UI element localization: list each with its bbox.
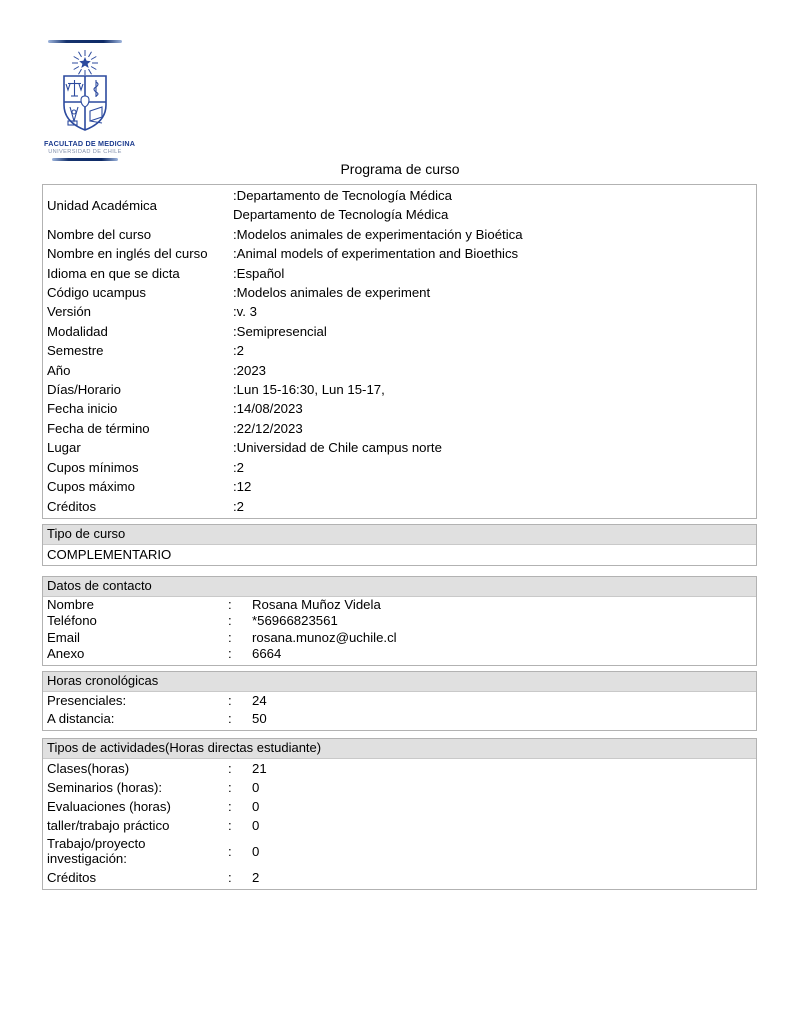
row-label: Fecha inicio: [47, 401, 118, 417]
row-label: Nombre del curso: [47, 226, 152, 242]
logo-top-rule: [48, 40, 122, 43]
table-row: [43, 759, 756, 778]
row-label: Nombre: [47, 596, 94, 612]
row-value: 2: [252, 870, 260, 886]
row-value: 24: [252, 692, 267, 708]
colon-separator: :: [228, 779, 232, 795]
row-label: Seminarios (horas):: [47, 779, 163, 795]
contact-email-value: rosana.munoz@uchile.cl: [252, 629, 397, 645]
row-label: Cupos máximo: [47, 479, 135, 495]
colon-separator: :: [228, 629, 232, 645]
row-value: 0: [252, 843, 260, 859]
table-row: [43, 244, 756, 263]
activity-types-section: [42, 738, 757, 890]
table-row: [43, 399, 756, 418]
table-row: [43, 630, 756, 647]
row-value: :Semipresencial: [233, 323, 327, 339]
row-label: Evaluaciones (horas): [47, 798, 171, 814]
row-label: Modalidad: [47, 323, 108, 339]
university-logo: [44, 40, 136, 161]
row-label: Lugar: [47, 440, 81, 456]
row-value: 0: [252, 779, 260, 795]
row-label: Anexo: [47, 646, 85, 661]
colon-separator: :: [228, 613, 232, 628]
row-label: Semestre: [47, 343, 104, 359]
section-header: Datos de contacto: [43, 577, 756, 597]
university-crest-icon: [55, 49, 115, 137]
row-value: :Universidad de Chile campus norte: [233, 440, 442, 456]
table-row: [43, 419, 756, 438]
table-row: [43, 264, 756, 283]
table-row: [43, 497, 756, 516]
colon-separator: :: [228, 710, 232, 726]
row-label: Días/Horario: [47, 382, 122, 398]
chronological-hours-section: [42, 671, 757, 731]
contact-name-value: Rosana Muñoz Videla: [252, 596, 381, 612]
colon-separator: :: [228, 817, 232, 833]
row-label: taller/trabajo práctico: [47, 817, 170, 833]
contact-annex-value: 6664: [252, 646, 282, 661]
table-row: [43, 322, 756, 341]
table-row: [43, 283, 756, 302]
row-value-line1: :Departamento de Tecnología Médica: [233, 188, 452, 203]
table-row: [43, 710, 756, 728]
row-label: Versión: [47, 304, 91, 320]
table-row: [43, 797, 756, 816]
row-label: Idioma en que se dicta: [47, 265, 180, 281]
row-value: :22/12/2023: [233, 420, 303, 436]
row-value-line2: Departamento de Tecnología Médica: [233, 207, 449, 223]
row-value: :2: [233, 459, 244, 475]
table-row: [43, 778, 756, 797]
row-label: A distancia:: [47, 710, 115, 726]
row-value: :Animal models of experimentation and Bioethics: [233, 246, 519, 262]
table-row: [43, 613, 756, 630]
table-row: [43, 692, 756, 710]
row-value: :Modelos animales de experiment: [233, 285, 431, 301]
table-row: [43, 186, 756, 225]
section-header: Tipo de curso: [43, 525, 756, 545]
row-label: Teléfono: [47, 613, 97, 628]
row-value: [233, 186, 756, 225]
contact-phone-value: *56966823561: [252, 613, 338, 628]
table-row: [43, 458, 756, 477]
table-row: [43, 380, 756, 399]
colon-separator: :: [228, 798, 232, 814]
table-row: [43, 816, 756, 835]
table-row: [43, 341, 756, 360]
row-value: :Lun 15-16:30, Lun 15-17,: [233, 382, 385, 398]
row-label: Cupos mínimos: [47, 459, 139, 475]
table-row: [43, 646, 756, 663]
row-label: Clases(horas): [47, 760, 130, 776]
table-row: [43, 835, 756, 869]
row-label: Trabajo/proyecto investigación:: [47, 835, 146, 867]
row-value: 50: [252, 710, 267, 726]
colon-separator: :: [228, 596, 232, 612]
course-type-section: [42, 524, 757, 566]
contact-section: [42, 576, 757, 666]
row-label: Año: [47, 362, 71, 378]
table-row: [43, 438, 756, 457]
row-value: 21: [252, 760, 267, 776]
table-row: [43, 302, 756, 321]
logo-faculty-label: FACULTAD DE MEDICINA: [44, 139, 136, 148]
row-value: :12: [233, 479, 252, 495]
row-label: Fecha de término: [47, 420, 150, 436]
logo-university-label: UNIVERSIDAD DE CHILE: [48, 149, 122, 155]
row-value: :v. 3: [233, 304, 257, 320]
page-title: Programa de curso: [340, 161, 460, 177]
colon-separator: :: [228, 870, 232, 886]
row-value: :14/08/2023: [233, 401, 303, 417]
row-label: Créditos: [47, 870, 97, 886]
table-row: [43, 868, 756, 887]
colon-separator: :: [228, 646, 232, 661]
row-value: 0: [252, 798, 260, 814]
row-value: :Modelos animales de experimentación y Bioética: [233, 226, 523, 242]
section-header: Horas cronológicas: [43, 672, 756, 692]
row-value: :2: [233, 343, 244, 359]
row-label: Nombre en inglés del curso: [47, 246, 208, 262]
row-label: Código ucampus: [47, 285, 146, 301]
colon-separator: :: [228, 843, 232, 859]
section-header: Tipos de actividades(Horas directas estudiante): [43, 739, 756, 759]
row-value: 0: [252, 817, 260, 833]
row-label: Créditos: [47, 498, 97, 514]
table-row: [43, 361, 756, 380]
course-type-value: COMPLEMENTARIO: [47, 546, 172, 562]
row-label: Email: [47, 629, 80, 645]
row-value: :2: [233, 498, 244, 514]
course-info-table: [42, 184, 757, 519]
colon-separator: :: [228, 760, 232, 776]
table-row: [43, 597, 756, 614]
row-value: :2023: [233, 362, 267, 378]
row-label: Unidad Académica: [47, 197, 157, 213]
row-value: :Español: [233, 265, 285, 281]
row-label: Presenciales:: [47, 692, 127, 708]
colon-separator: :: [228, 692, 232, 708]
table-row: [43, 225, 756, 244]
table-row: [43, 477, 756, 496]
